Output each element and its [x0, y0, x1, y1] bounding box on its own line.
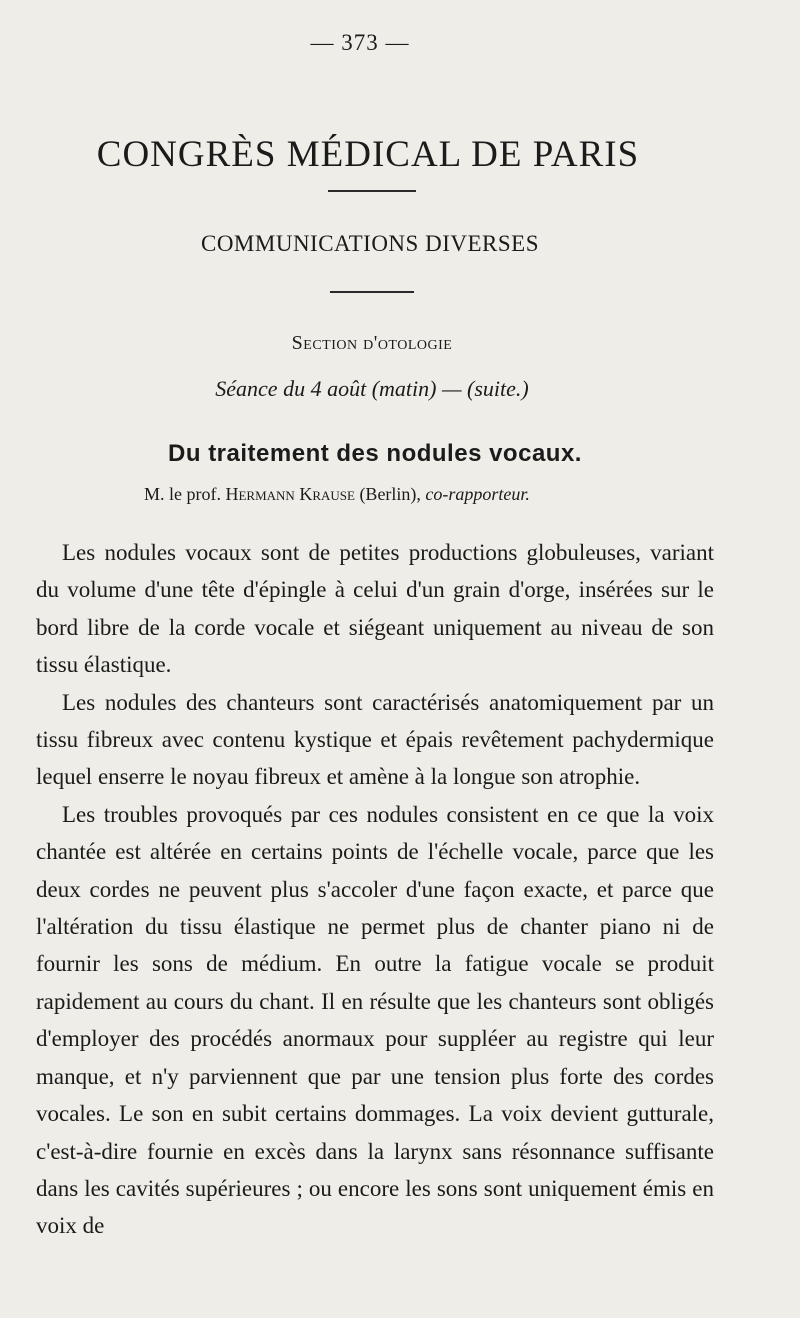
section-subtitle: COMMUNICATIONS DIVERSES: [200, 231, 539, 256]
author-affiliation: (Berlin),: [354, 484, 426, 504]
author-prefix: M. le prof.: [144, 484, 226, 504]
congress-title: CONGRÈS MÉDICAL DE PARIS: [96, 134, 640, 175]
paragraph: Les troubles provoqués par ces nodules consistent en ce que la voix chantée est altérée en certains points de l'échelle vocale, parce que les deux cordes ne peuvent plus s'accoler d'une façon exacte, et parce que l'altération du tissu élastique ne permet plus de chanter piano ni de fournir les sons de médium. En outre la fatigue vocale se produit rapidement au cours du chant. Il en résulte que les chanteurs sont obligés d'employer des procédés anormaux pour suppléer au registre qui leur manque, et n'y parviennent que par une tension plus forte des cordes vocales. Le son en subit certains dommages. La voix devient gutturale, c'est-à-dire fournie en excès dans la larynx sans résonnance suffisante dans les cavités supérieures ; ou encore les sons sont uniquement émis en voix de: [36, 801, 714, 1239]
author-line: [144, 484, 530, 505]
subtitle-divider: [330, 291, 414, 293]
page-number: — 373 —: [310, 30, 410, 55]
author-role: co-rapporteur.: [425, 484, 530, 504]
article-title: Du traitement des nodules vocaux.: [168, 440, 582, 467]
paragraph: Les nodules des chanteurs sont caractérisés anatomiquement par un tissu fibreux avec contenu kystique et épais revêtement pachydermique lequel enserre le noyau fibreux et amène à la longue son atrophie.: [36, 689, 714, 790]
author-name: Hermann Krause: [225, 484, 355, 504]
title-divider: [328, 190, 416, 192]
article-body: [36, 534, 714, 1245]
session-heading: Séance du 4 août (matin) — (suite.): [215, 376, 529, 401]
paragraph: Les nodules vocaux sont de petites productions globuleuses, variant du volume d'une tête d'épingle à celui d'un grain d'orge, insérées sur le bord libre de la corde vocale et siégeant uniquement au niveau de son tissu élastique.: [36, 540, 714, 678]
section-heading: Section d'otologie: [291, 332, 453, 354]
